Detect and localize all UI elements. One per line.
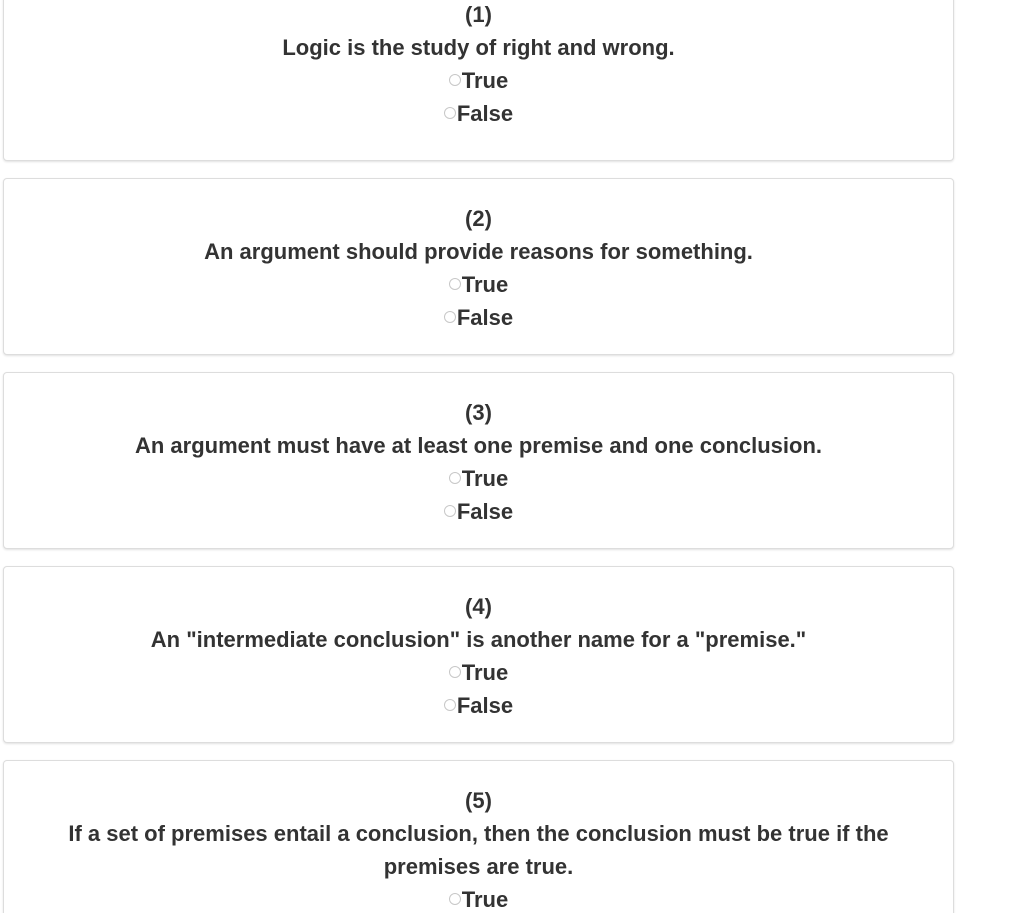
- option-label: True: [461, 887, 509, 912]
- question-number: (3): [465, 400, 492, 425]
- option-false[interactable]: [4, 689, 953, 722]
- question-text: An argument should provide reasons for something.: [204, 239, 753, 264]
- question-card: [3, 372, 954, 549]
- option-label: False: [456, 305, 514, 330]
- option-true[interactable]: [4, 656, 953, 689]
- option-label: True: [461, 466, 509, 491]
- question-card: [3, 178, 954, 355]
- option-label: True: [461, 272, 509, 297]
- radio-button[interactable]: [449, 893, 461, 905]
- radio-button[interactable]: [444, 107, 456, 119]
- option-label: False: [456, 101, 514, 126]
- question-text: An "intermediate conclusion" is another name for a "premise.": [150, 627, 807, 652]
- radio-button[interactable]: [444, 505, 456, 517]
- option-label: False: [456, 499, 514, 524]
- option-true[interactable]: [4, 883, 953, 913]
- question-number: (1): [465, 2, 492, 27]
- option-label: False: [456, 693, 514, 718]
- radio-button[interactable]: [449, 278, 461, 290]
- option-false[interactable]: [4, 495, 953, 528]
- question-number: (2): [465, 206, 492, 231]
- option-true[interactable]: [4, 462, 953, 495]
- option-true[interactable]: [4, 268, 953, 301]
- option-label: True: [461, 68, 509, 93]
- radio-button[interactable]: [449, 472, 461, 484]
- radio-button[interactable]: [444, 311, 456, 323]
- question-text: If a set of premises entail a conclusion, then the conclusion must be true if the premises are true.: [68, 821, 889, 879]
- question-number: (5): [465, 788, 492, 813]
- option-false[interactable]: [4, 301, 953, 334]
- question-card: [3, 760, 954, 913]
- option-true[interactable]: [4, 64, 953, 97]
- option-false[interactable]: [4, 97, 953, 130]
- radio-button[interactable]: [449, 666, 461, 678]
- radio-button[interactable]: [449, 74, 461, 86]
- question-card: [3, 566, 954, 743]
- radio-button[interactable]: [444, 699, 456, 711]
- question-text: Logic is the study of right and wrong.: [282, 35, 675, 60]
- question-card: [3, 0, 954, 161]
- option-label: True: [461, 660, 509, 685]
- question-number: (4): [465, 594, 492, 619]
- question-text: An argument must have at least one premise and one conclusion.: [134, 433, 823, 458]
